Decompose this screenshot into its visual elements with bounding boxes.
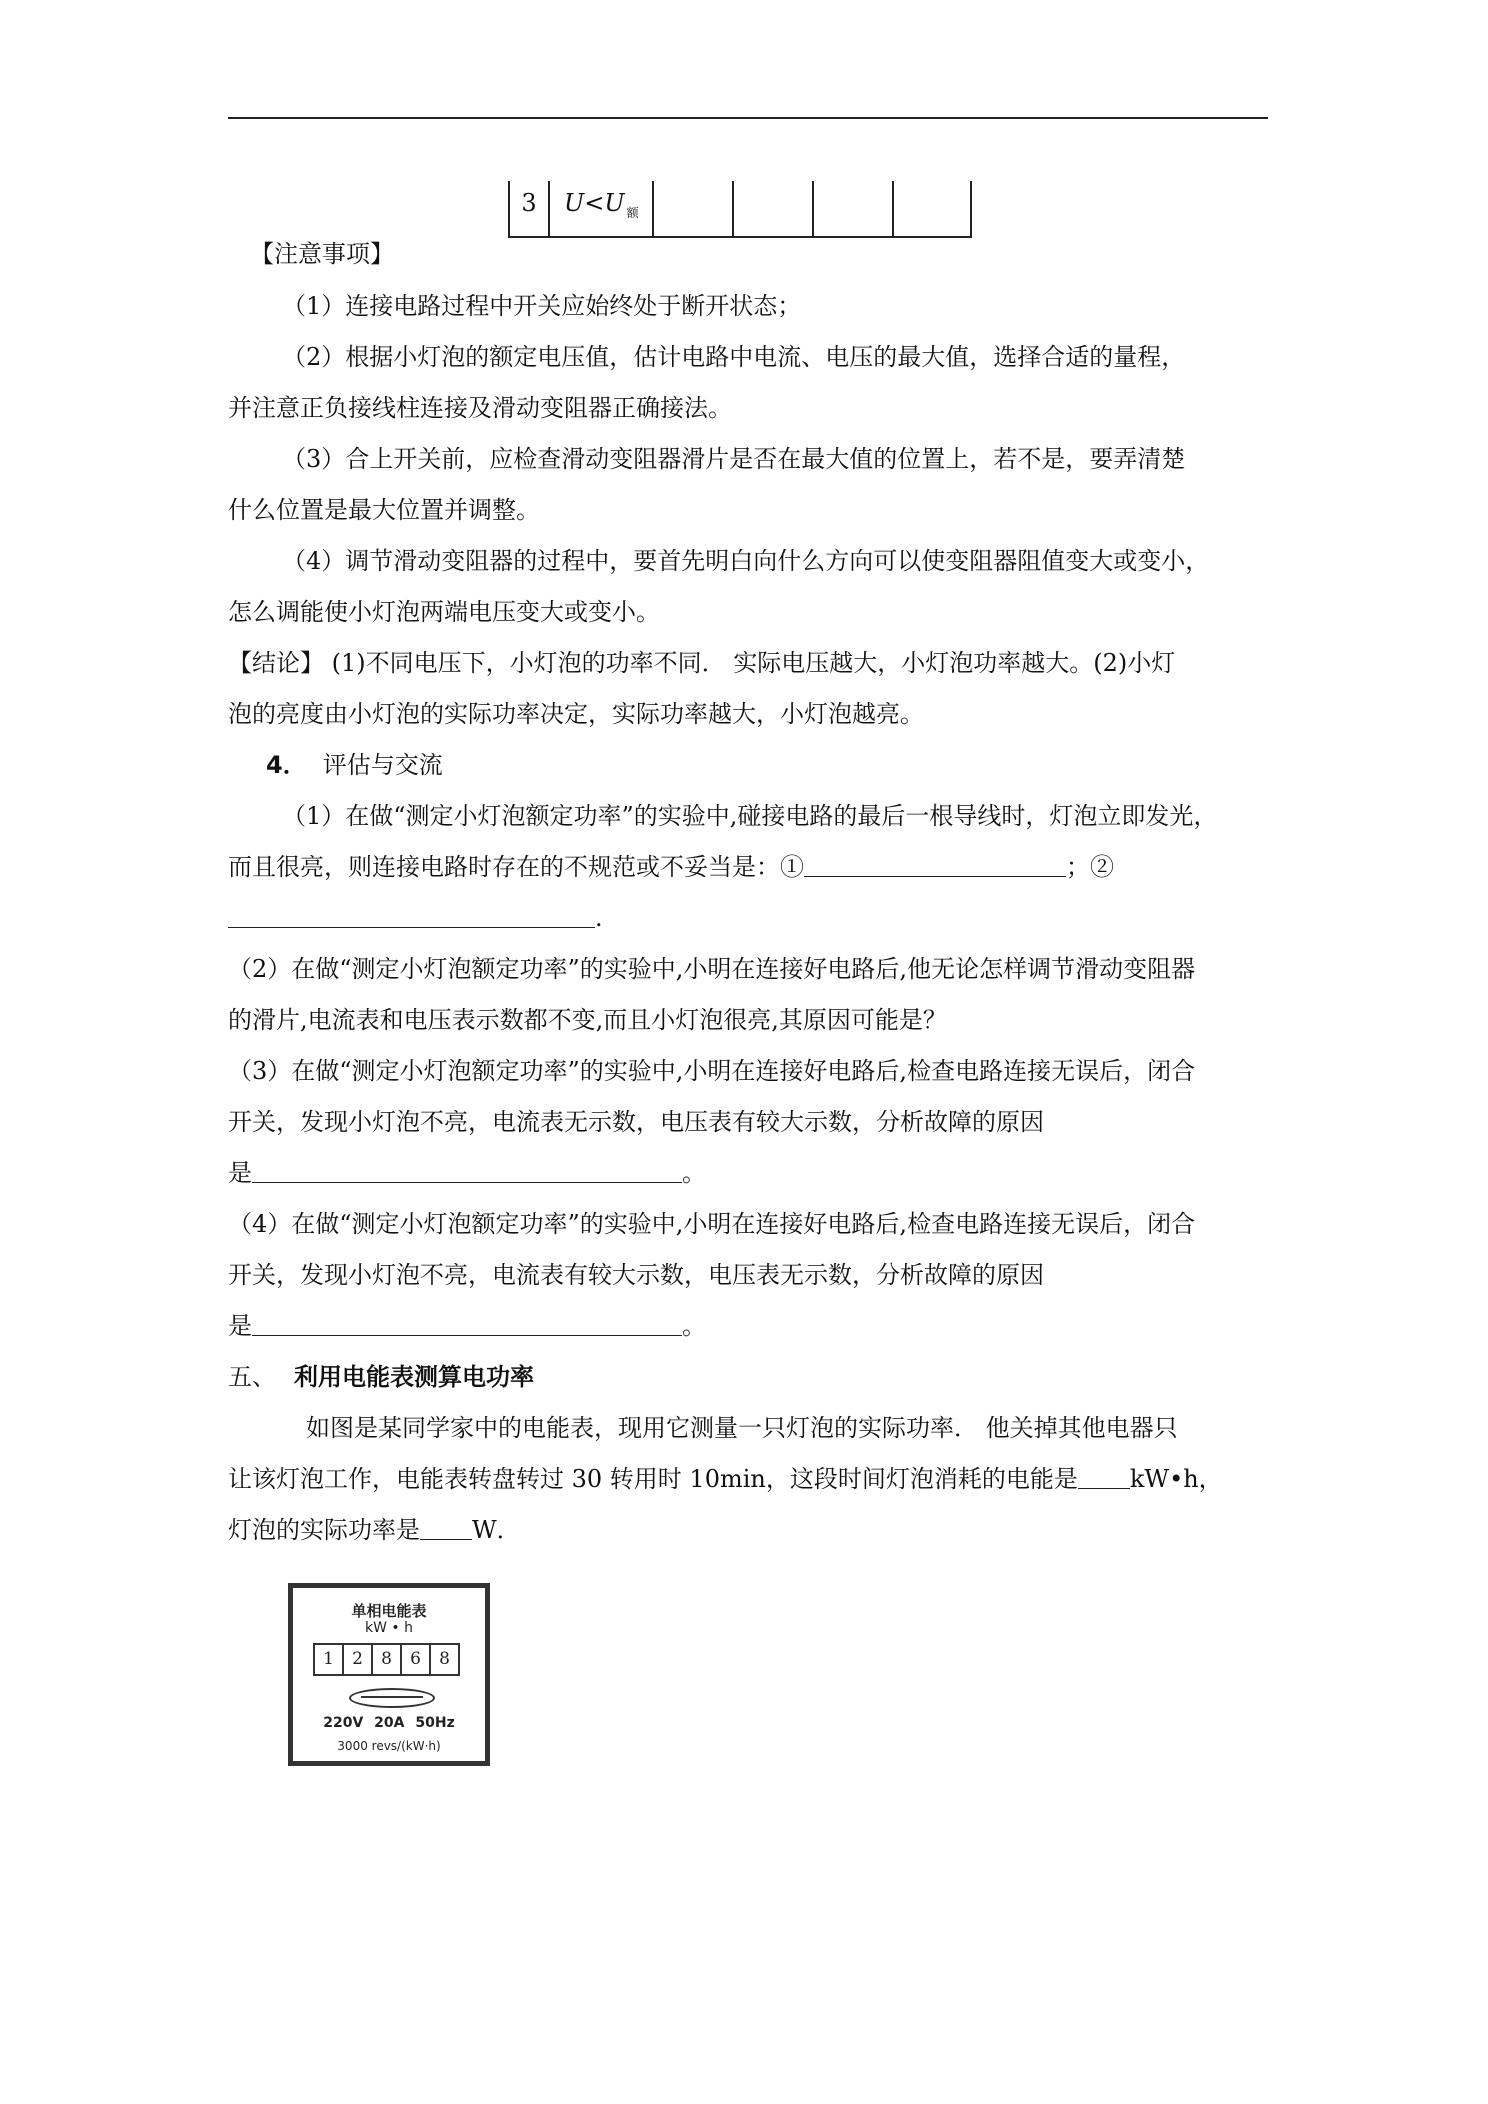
conclusion-label: 【结论】 xyxy=(228,649,324,677)
section5-title: 利用电能表测算电功率 xyxy=(294,1363,534,1391)
notes-title: 【注意事项】 xyxy=(250,240,394,268)
table-cell-condition xyxy=(548,181,652,236)
meter-digit: 6 xyxy=(402,1645,431,1674)
section5-para-line-3 xyxy=(228,1514,521,1546)
eval-q4-line-2: 开关，发现小灯泡不亮，电流表有较大示数，电压表无示数，分析故障的原因 xyxy=(228,1261,1044,1289)
data-table-row xyxy=(508,181,972,238)
section5-p2-text: 让该灯泡工作，电能表转盘转过 30 转用时 10min，这段时间灯泡消耗的电能是 xyxy=(228,1465,1078,1493)
note-3-line-1: （3）合上开关前，应检查滑动变阻器滑片是否在最大值的位置上，若不是，要弄清楚 xyxy=(282,445,1186,473)
meter-digit: 8 xyxy=(373,1645,402,1674)
answer-blank-2[interactable] xyxy=(228,903,595,928)
table-cell-num: 3 xyxy=(508,181,548,236)
answer-blank-power[interactable] xyxy=(420,1515,472,1540)
section5-number: 五、 xyxy=(228,1363,276,1391)
conclusion-line-2: 泡的亮度由小灯泡的实际功率决定，实际功率越大，小灯泡越亮。 xyxy=(228,700,924,728)
meter-digit: 1 xyxy=(315,1645,344,1674)
note-3-line-2: 什么位置是最大位置并调整。 xyxy=(228,496,540,524)
answer-blank-3[interactable] xyxy=(252,1158,682,1183)
eval-q1-line-2 xyxy=(228,851,1114,883)
eval-q3-prefix: 是 xyxy=(228,1159,252,1187)
eval-q3-line-1: （3）在做“测定小灯泡额定功率”的实验中,小明在连接好电路后,检查电路连接无误后，闭合 xyxy=(228,1057,1196,1085)
eval-title: 评估与交流 xyxy=(322,751,443,779)
note-1: （1）连接电路过程中开关应始终处于断开状态； xyxy=(282,292,802,320)
meter-title: 单相电能表 xyxy=(351,1602,427,1620)
eval-q1-sep: ；② xyxy=(1066,853,1114,881)
electric-meter-figure xyxy=(288,1583,490,1766)
eval-q2-line-2: 的滑片,电流表和电压表示数都不变,而且小灯泡很亮,其原因可能是？ xyxy=(228,1006,947,1034)
table-cell-empty xyxy=(652,181,732,236)
table-cell-empty xyxy=(812,181,892,236)
section5-para-line-2 xyxy=(228,1463,1223,1495)
meter-constant: 3000 revs/(kW·h) xyxy=(337,1739,441,1753)
eval-q4-end: 。 xyxy=(682,1312,706,1340)
condition-subscript: 额 xyxy=(626,206,639,220)
eval-q4-line-3 xyxy=(228,1310,706,1342)
eval-q4-line-1: （4）在做“测定小灯泡额定功率”的实验中,小明在连接好电路后,检查电路连接无误后，闭合 xyxy=(228,1210,1196,1238)
eval-q4-prefix: 是 xyxy=(228,1312,252,1340)
answer-blank-4[interactable] xyxy=(252,1311,682,1336)
conclusion-line-1 xyxy=(228,647,1175,679)
eval-q1-end: . xyxy=(595,904,603,932)
table-cell-empty xyxy=(732,181,812,236)
meter-rating: 220V 20A 50Hz xyxy=(323,1715,455,1731)
answer-blank-energy[interactable] xyxy=(1078,1464,1130,1489)
section5-p3-text: 灯泡的实际功率是 xyxy=(228,1516,420,1544)
eval-q1-text: 而且很亮，则连接电路时存在的不规范或不妥当是：① xyxy=(228,853,804,881)
section5-para-line-1: 如图是某同学家中的电能表，现用它测量一只灯泡的实际功率． 他关掉其他电器只 xyxy=(306,1414,1178,1442)
meter-disk-icon xyxy=(349,1688,435,1708)
note-2-line-1: （2）根据小灯泡的额定电压值，估计电路中电流、电压的最大值，选择合适的量程， xyxy=(282,343,1186,371)
meter-digit: 2 xyxy=(344,1645,373,1674)
note-2-line-2: 并注意正负接线柱连接及滑动变阻器正确接法。 xyxy=(228,394,732,422)
condition-text: U<U xyxy=(564,189,625,217)
section5-heading xyxy=(228,1361,534,1393)
eval-heading xyxy=(266,749,443,781)
note-4-line-2: 怎么调能使小灯泡两端电压变大或变小。 xyxy=(228,598,660,626)
eval-q3-line-2: 开关，发现小灯泡不亮，电流表无示数，电压表有较大示数，分析故障的原因 xyxy=(228,1108,1044,1136)
meter-unit: kW • h xyxy=(365,1620,413,1636)
eval-number: 4． xyxy=(266,751,307,779)
table-cell-empty xyxy=(892,181,972,236)
answer-blank-1[interactable] xyxy=(804,852,1066,877)
section5-p3-unit: W． xyxy=(472,1516,521,1544)
conclusion-text-1: (1)不同电压下，小灯泡的功率不同． 实际电压越大，小灯泡功率越大。(2)小灯 xyxy=(324,649,1176,677)
eval-q2-line-1: （2）在做“测定小灯泡额定功率”的实验中,小明在连接好电路后,他无论怎样调节滑动变阻器 xyxy=(228,955,1196,983)
section5-p2-unit: kW•h， xyxy=(1129,1465,1223,1493)
eval-q1-line-3 xyxy=(228,902,603,934)
header-rule xyxy=(228,117,1268,119)
note-4-line-1: （4）调节滑动变阻器的过程中，要首先明白向什么方向可以使变阻器阻值变大或变小， xyxy=(282,547,1210,575)
meter-digit: 8 xyxy=(439,1649,450,1669)
eval-q1-line-1: （1）在做“测定小灯泡额定功率”的实验中,碰接电路的最后一根导线时，灯泡立即发光， xyxy=(282,802,1218,830)
meter-counter xyxy=(313,1643,460,1676)
eval-q3-end: 。 xyxy=(682,1159,706,1187)
eval-q3-line-3 xyxy=(228,1157,706,1189)
